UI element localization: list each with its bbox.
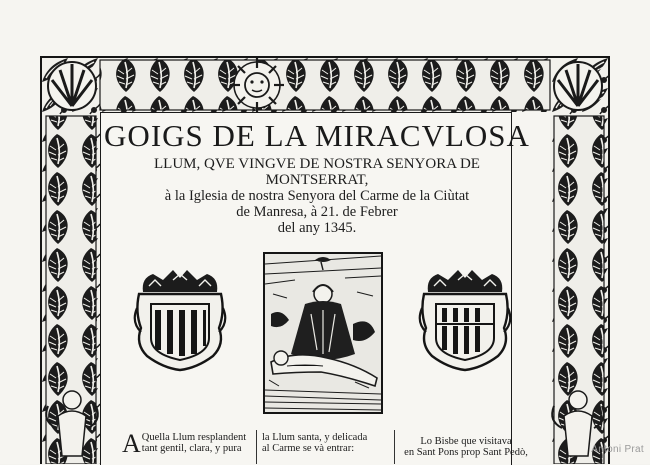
verse-middle-line-1: la Llum santa, y delicada [262, 432, 368, 443]
column-rule-1 [256, 430, 257, 464]
title-line-4: del any 1345. [277, 220, 357, 236]
coat-of-arms-left [133, 268, 227, 372]
title-block [104, 116, 530, 236]
shell-ornament-left [48, 62, 96, 110]
woodcut-illustration [263, 252, 383, 414]
verse-column-middle [262, 432, 394, 454]
verse-right-line-2: en Sant Pons prop Sant Pedò, [404, 447, 528, 458]
verse-right-line-1: Lo Bisbe que visitava [420, 436, 512, 447]
verse-left-line-2: tant gentil, clara, y pura [141, 443, 242, 454]
title-line-1: LLUM, QVE VINGVE DE NOSTRA SENYORA DE MONTSERRAT, [154, 156, 480, 188]
coat-of-arms-right [418, 268, 512, 400]
shell-ornament-right [554, 62, 602, 110]
page-title: GOIGS DE LA MIRACVLOSA [104, 118, 530, 153]
title-line-2: à la Iglesia de nostra Senyora del Carme de la Ciùtat [164, 188, 470, 204]
watermark: Antoni Prat [591, 444, 644, 455]
drop-cap: A [122, 429, 141, 458]
verse-middle-line-2: al Carme se và entrar: [262, 443, 355, 454]
verse-column-right [402, 436, 530, 458]
verse-left-line-1: Quella Llum resplandent [141, 432, 247, 443]
verse-column-left [122, 429, 254, 458]
title-line-3: de Manresa, à 21. de Febrer [236, 204, 398, 220]
column-rule-2 [394, 430, 395, 464]
sun-face-ornament [230, 58, 284, 112]
pieta-woodcut [265, 254, 381, 412]
